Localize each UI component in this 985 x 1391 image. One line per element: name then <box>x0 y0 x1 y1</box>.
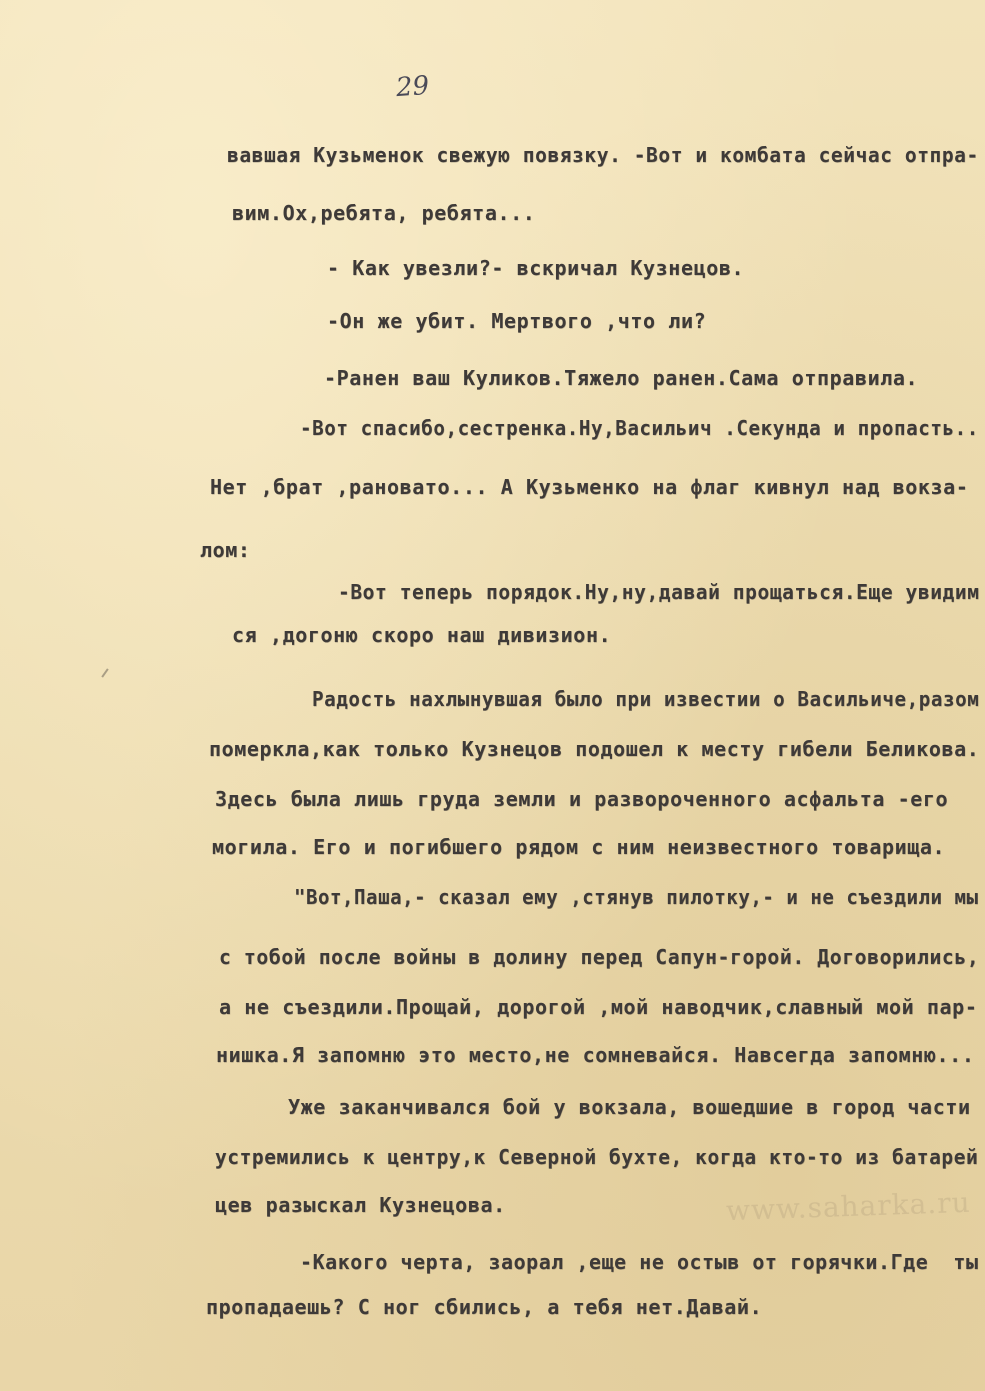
text-line: ся ,догоню скоро наш дивизион. <box>232 623 612 647</box>
pencil-mark <box>101 668 108 677</box>
text-line: могила. Его и погибшего рядом с ним неизвестного товарища. <box>212 835 946 859</box>
text-line: -Ранен ваш Куликов.Тяжело ранен.Сама отправила. <box>324 366 919 390</box>
text-line: померкла,как только Кузнецов подошел к месту гибели Беликова. <box>209 737 980 761</box>
text-line: "Вот,Паша,- сказал ему ,стянув пилотку,- и не съездили мы <box>294 885 979 909</box>
watermark: www.saharka.ru <box>725 1185 972 1228</box>
text-line: пропадаешь? С ног сбились, а тебя нет.Давай. <box>206 1295 763 1319</box>
text-line: Радость нахлынувшая было при известии о Васильиче,разом <box>312 687 980 711</box>
text-line: устремились к центру,к Северной бухте, когда кто-то из батарей <box>215 1145 979 1169</box>
text-line: а не съездили.Прощай, дорогой ,мой наводчик,славный мой пар- <box>219 995 978 1019</box>
text-line: лом: <box>200 538 251 562</box>
text-line: с тобой после войны в долину перед Сапун-горой. Договорились, <box>219 945 980 969</box>
text-line: Нет ,брат ,рановато... А Кузьменко на флаг кивнул над вокза- <box>210 475 969 499</box>
text-line: Уже заканчивался бой у вокзала, вошедшие в город части <box>288 1095 971 1119</box>
text-line: вим.Ох,ребята, ребята... <box>232 201 536 225</box>
text-line: -Вот теперь порядок.Ну,ну,давай прощаться.Еще увидим <box>338 580 980 604</box>
text-line: вавшая Кузьменок свежую повязку. -Вот и комбата сейчас отпра- <box>227 143 979 167</box>
text-line: -Вот спасибо,сестренка.Ну,Васильич .Секунда и пропасть.. <box>300 416 979 440</box>
text-line: нишка.Я запомню это место,не сомневайся. Навсегда запомню... <box>216 1043 975 1067</box>
text-line: -Он же убит. Мертвого ,что ли? <box>327 309 707 333</box>
text-line: - Как увезли?- вскричал Кузнецов. <box>327 256 745 280</box>
text-line: цев разыскал Кузнецова. <box>215 1193 506 1217</box>
text-line: -Какого черта, заорал ,еще не остыв от горячки.Где ты <box>300 1250 979 1274</box>
page-number: 29 <box>394 70 431 104</box>
text-line: Здесь была лишь груда земли и развороченного асфальта -его <box>215 787 949 811</box>
